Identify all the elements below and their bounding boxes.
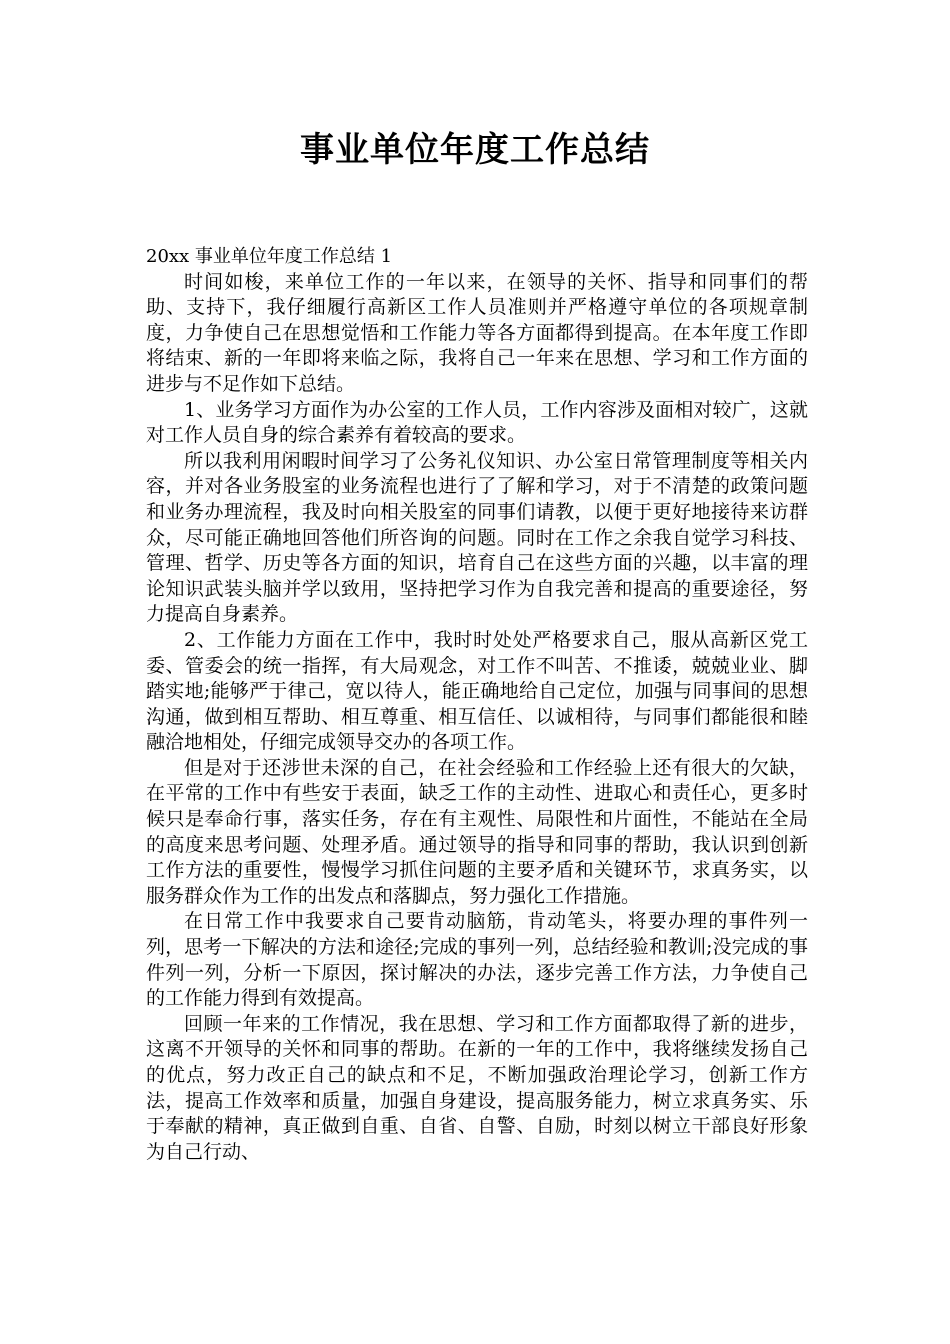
document-title: 事业单位年度工作总结 — [300, 130, 650, 170]
paragraph-study-detail: 所以我利用闲暇时间学习了公务礼仪知识、办公室日常管理制度等相关内容，并对各业务股室的业务流程也进行了了解和学习，对于不清楚的政策问题和业务办理流程，我及时向相关股室的同事们请教，以便于更好地接待来访群众，尽可能正确地回答他们所咨询的问题。同时在工作之余我自觉学习科技、管理、哲学、历史等各方面的知识，培育自己在这些方面的兴趣，以丰富的理论知识武装头脑并学以致用，坚持把学习作为自我完善和提高的重要途径，努力提高自身素养。 — [146, 449, 808, 626]
document-body — [146, 244, 808, 1165]
paragraph-intro: 时间如梭，来单位工作的一年以来，在领导的关怀、指导和同事们的帮助、支持下，我仔细履行高新区工作人员准则并严格遵守单位的各项规章制度，力争使自己在思想觉悟和工作能力等各方面都得到提高。在本年度工作即将结束、新的一年即将来临之际，我将自己一年来在思想、学习和工作方面的进步与不足作如下总结。 — [146, 270, 808, 395]
paragraph-study-heading: 1、业务学习方面作为办公室的工作人员，工作内容涉及面相对较广，这就对工作人员自身的综合素养有着较高的要求。 — [146, 398, 808, 447]
paragraph-daily-work: 在日常工作中我要求自己要肯动脑筋，肯动笔头，将要办理的事件列一列，思考一下解决的方法和途径;完成的事列一列，总结经验和教训;没完成的事件列一列，分析一下原因，探讨解决的办法，逐步完善工作方法，力争使自己的工作能力得到有效提高。 — [146, 910, 808, 1010]
document-subtitle: 20xx 事业单位年度工作总结 1 — [146, 246, 393, 267]
paragraph-shortcomings: 但是对于还涉世未深的自己，在社会经验和工作经验上还有很大的欠缺，在平常的工作中有些安于表面，缺乏工作的主动性、进取心和责任心，更多时候只是奉命行事，落实任务，存在有主观性、局限性和片面性，不能站在全局的高度来思考问题、处理矛盾。通过领导的指导和同事的帮助，我认识到创新工作方法的重要性，慢慢学习抓住问题的主要矛盾和关键环节，求真务实，以服务群众作为工作的出发点和落脚点，努力强化工作措施。 — [146, 756, 808, 907]
paragraph-ability: 2、工作能力方面在工作中，我时时处处严格要求自己，服从高新区党工委、管委会的统一指挥，有大局观念，对工作不叫苦、不推诿，兢兢业业、脚踏实地;能够严于律己，宽以待人，能正确地给自己定位，加强与同事间的思想沟通，做到相互帮助、相互尊重、相互信任、以诚相待，与同事们都能很和睦融洽地相处，仔细完成领导交办的各项工作。 — [146, 628, 808, 754]
paragraph-review: 回顾一年来的工作情况，我在思想、学习和工作方面都取得了新的进步，这离不开领导的关怀和同事的帮助。在新的一年的工作中，我将继续发扬自己的优点，努力改正自己的缺点和不足，不断加强政治理论学习，创新工作方法，提高工作效率和质量，加强自身建设，提高服务能力，树立求真务实、乐于奉献的精神，真正做到自重、自省、自警、自励，时刻以树立干部良好形象为自己行动、 — [146, 1012, 808, 1163]
